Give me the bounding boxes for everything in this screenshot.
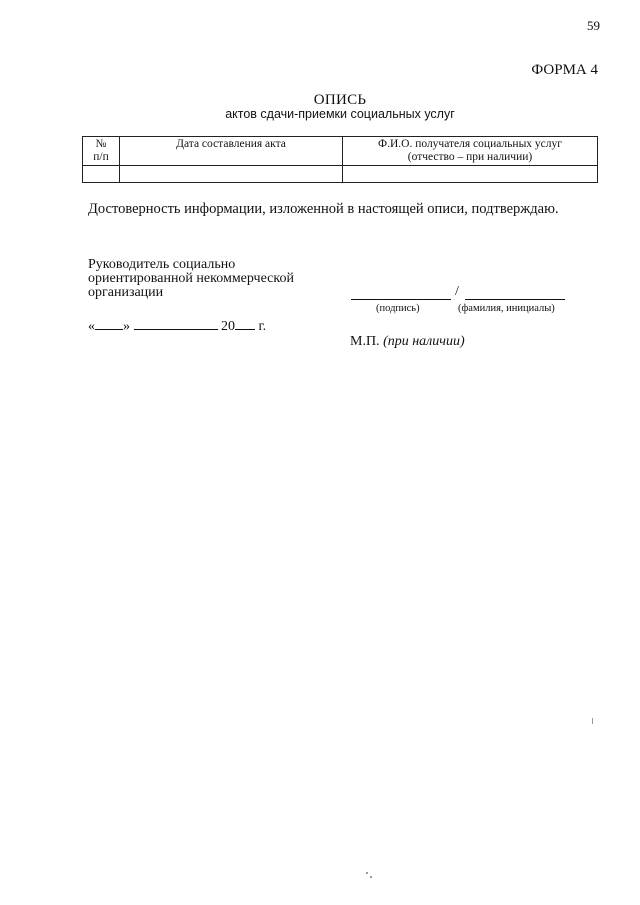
header-act-date-label: Дата составления акта (176, 138, 286, 150)
date-line (88, 317, 266, 335)
document-title: ОПИСЬ (313, 92, 367, 108)
header-number-symbol: № (95, 138, 107, 150)
date-close-quote: » (123, 319, 130, 334)
scan-artifact (592, 718, 593, 724)
stamp-label: М.П. (350, 334, 380, 349)
scan-artifact (370, 876, 372, 878)
name-caption: (фамилия, инициалы) (458, 303, 555, 314)
stamp-place (350, 334, 465, 350)
month-blank[interactable] (134, 317, 218, 330)
confirmation-statement: Достоверность информации, изложенной в настоящей описи, подтверждаю. (88, 201, 559, 217)
stamp-note: (при наличии) (383, 334, 465, 349)
year-suffix: г. (258, 319, 267, 334)
signature-caption: (подпись) (376, 303, 420, 314)
signatory-line-1: Руководитель социально (88, 257, 236, 272)
row-number-cell[interactable] (83, 166, 120, 183)
day-blank[interactable] (95, 317, 123, 330)
row-recipient-cell[interactable] (343, 166, 598, 183)
form-label: ФОРМА 4 (531, 62, 598, 78)
row-act-date-cell[interactable] (120, 166, 343, 183)
header-number-abbrev: п/п (93, 151, 109, 163)
header-number (83, 137, 120, 166)
header-recipient (343, 137, 598, 166)
date-open-quote: « (88, 319, 95, 334)
header-recipient-note: (отчество – при наличии) (407, 151, 533, 163)
signature-blank[interactable] (351, 299, 451, 300)
signatory-line-2: ориентированной некоммерческой (88, 271, 294, 286)
document-subtitle: актов сдачи-приемки социальных услуг (225, 107, 455, 121)
header-recipient-label: Ф.И.О. получателя социальных услуг (378, 138, 562, 150)
page-number: 59 (587, 18, 600, 33)
name-blank[interactable] (465, 299, 565, 300)
year-blank[interactable] (235, 317, 255, 330)
header-act-date (120, 137, 343, 166)
signatory-title (88, 258, 294, 300)
signatory-line-3: организации (88, 285, 164, 300)
acts-registry-table (82, 136, 598, 183)
signature-separator: / (455, 284, 459, 299)
table-row (83, 166, 598, 183)
scan-artifact (366, 872, 368, 874)
table-header-row (83, 137, 598, 166)
year-prefix: 20 (221, 319, 235, 334)
